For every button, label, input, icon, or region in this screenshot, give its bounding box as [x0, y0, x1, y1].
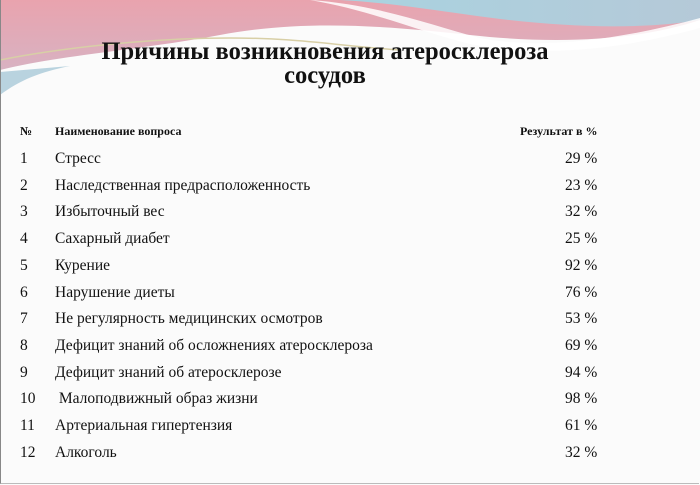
row-result: 32 %	[565, 203, 598, 221]
row-name: Артериальная гипертензия	[55, 417, 233, 434]
header-num: №	[20, 124, 33, 138]
table-row	[0, 444, 700, 470]
row-result: 92 %	[565, 256, 598, 274]
table-row	[0, 390, 700, 416]
table-row	[0, 230, 700, 256]
title-line-2: сосудов	[284, 62, 366, 89]
table-row	[0, 310, 700, 336]
row-result: 69 %	[565, 336, 598, 354]
row-name: Алкоголь	[55, 443, 117, 461]
row-number: 4	[20, 230, 28, 248]
row-result: 23 %	[565, 176, 598, 194]
row-result: 25 %	[565, 230, 598, 248]
row-name: Избыточный вес	[55, 203, 165, 221]
row-number: 9	[20, 363, 28, 381]
table-row	[0, 337, 700, 363]
row-number: 12	[20, 443, 36, 461]
row-name: Стресс	[55, 150, 101, 167]
row-number: 8	[20, 336, 28, 354]
row-name: Дефицит знаний об осложнениях атеросклероза	[55, 336, 373, 354]
row-result: 61 %	[565, 417, 598, 434]
header-result: Результат в %	[520, 124, 598, 138]
table-row	[0, 203, 700, 229]
row-number: 5	[20, 256, 28, 274]
row-number: 11	[20, 417, 35, 434]
row-result: 94 %	[565, 363, 598, 381]
row-name: Сахарный диабет	[55, 230, 170, 248]
row-number: 10	[20, 390, 36, 408]
row-number: 2	[20, 176, 28, 194]
row-name: Курение	[55, 256, 111, 274]
row-number: 7	[20, 310, 28, 328]
row-result: 32 %	[565, 443, 598, 461]
table-row	[0, 364, 700, 390]
table-row	[0, 177, 700, 203]
row-name: Дефицит знаний об атеросклерозе	[55, 363, 282, 381]
row-result: 29 %	[565, 150, 598, 167]
title-line-1: Причины возникновения атеросклероза	[101, 38, 549, 65]
row-number: 1	[20, 150, 28, 167]
header-name: Наименование вопроса	[55, 124, 182, 138]
row-name: Наследственная предрасположенность	[55, 176, 311, 194]
table-row	[0, 284, 700, 310]
table-row	[0, 417, 700, 443]
row-result: 53 %	[565, 310, 598, 328]
row-result: 76 %	[565, 283, 598, 301]
table-row	[0, 257, 700, 283]
table-row	[0, 150, 700, 176]
row-number: 3	[20, 203, 28, 221]
slide-title	[7, 40, 644, 88]
row-name: Нарушение диеты	[55, 283, 175, 301]
row-number: 6	[20, 283, 28, 301]
row-name: Малоподвижный образ жизни	[55, 390, 258, 408]
row-result: 98 %	[565, 390, 598, 408]
row-name: Не регулярность медицинских осмотров	[55, 310, 323, 328]
